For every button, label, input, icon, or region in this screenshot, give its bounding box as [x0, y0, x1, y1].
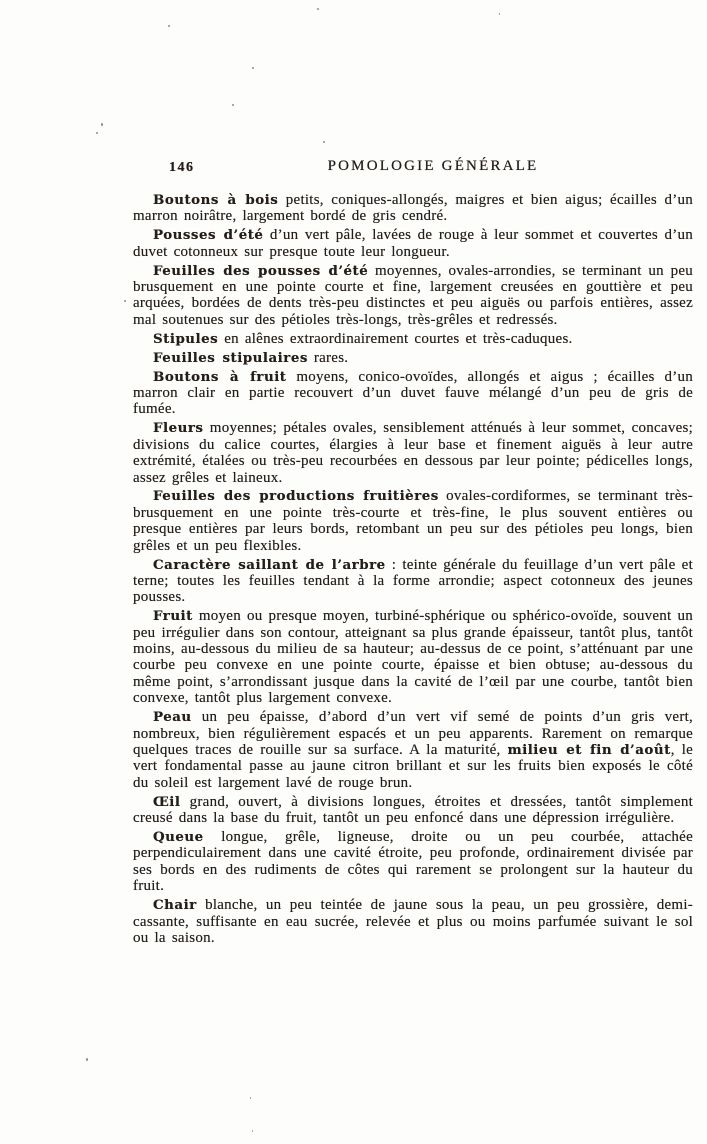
scan-speck — [252, 67, 254, 69]
paragraph-body: moyennes; pétales ovales, sensiblement atténués à leur sommet, concaves; divisions du calice courtes, élargies à leur base et finement aiguës à leur autre extrémité, étalées ou très-peu recourbées en dessous par leur pointe; pédicelles longs, assez grêles et laineux. — [133, 420, 693, 486]
paragraph-body: moyennes, ovales-arrondies, se terminant un peu brusquement en une pointe courte et fine, largement creusées en gouttière et peu arquées, bordées de dents très-peu distinctes et peu aiguës ou parfois entières, assez mal soutenues sur des pétioles très-longs, très-grêles et redressés. — [133, 262, 693, 328]
page-header — [133, 158, 693, 180]
paragraph — [133, 420, 693, 486]
paragraph — [133, 897, 693, 946]
paragraph-body: longue, grêle, ligneuse, droite ou un peu courbée, attachée perpendiculairement dans une cavité étroite, peu profonde, ordinairement divisée par ses bords en des rudiments de côtes qui rarement se prolongent sur la hauteur du fruit. — [133, 829, 693, 895]
paragraph-lead: Fruit — [153, 608, 193, 625]
scan-speck — [124, 300, 126, 302]
page-number: 146 — [169, 160, 195, 175]
paragraph-lead: Fleurs — [153, 420, 204, 437]
paragraph — [133, 608, 693, 706]
paragraph-lead: Feuilles des productions fruitières — [153, 488, 439, 505]
paragraph — [133, 829, 693, 895]
scan-speck — [86, 1058, 88, 1061]
paragraph — [133, 488, 693, 554]
paragraph-lead: Stipules — [153, 330, 219, 347]
scan-speck — [232, 104, 234, 106]
paragraph-body: en alênes extraordinairement courtes et très-caduques. — [218, 330, 573, 347]
paragraph-body: petits, coniques-allongés, maigres et bien aigus; écailles d’un marron noirâtre, largement bordé de gris cendré. — [133, 192, 694, 225]
paragraph-lead: Feuilles stipulaires — [153, 349, 308, 366]
paragraph-body: rares. — [307, 349, 349, 366]
scan-speck — [250, 1097, 251, 1099]
paragraph-lead: Pousses d’été — [153, 227, 264, 244]
paragraph-body: d’un vert pâle, lavées de rouge à leur sommet et couvertes d’un duvet cotonneux sur presque toute leur longueur. — [133, 227, 693, 260]
paragraph-body: moyens, conico-ovoïdes, allongés et aigus ; écailles d’un marron clair en partie recouvert d’un duvet fauve mélangé d’un peu de gris de fumée. — [133, 368, 693, 418]
paragraph-lead: Œil — [153, 793, 181, 810]
paragraph-lead: milieu et fin d’août — [507, 742, 671, 758]
paragraph-lead: Boutons à fruit — [153, 368, 287, 385]
scan-speck — [499, 13, 500, 15]
paragraph-lead: Peau — [153, 709, 192, 726]
paragraph — [133, 350, 693, 366]
paragraph-lead: Feuilles des pousses d’été — [153, 262, 369, 279]
paragraph-lead: Caractère saillant de l’arbre — [153, 556, 386, 573]
paragraph-lead: Chair — [153, 897, 197, 914]
scan-speck — [101, 123, 103, 126]
paragraph-body: ovales-cordiformes, se terminant très-brusquement en une pointe très-courte et très-fine, le plus souvent entières ou presque entières par leurs bords, retombant un peu sur des pétioles peu longs, bien grêles et un peu flexibles. — [133, 488, 693, 554]
paragraph — [133, 557, 693, 606]
paragraph-body: blanche, un peu teintée de jaune sous la peau, un peu grossière, demi-cassante, suffisante en eau sucrée, relevée et plus ou moins parfumée suivant le sol ou la saison. — [133, 897, 693, 946]
scan-speck — [96, 132, 98, 134]
paragraph — [133, 794, 693, 827]
scan-speck — [168, 25, 170, 27]
paragraph-body: grand, ouvert, à divisions longues, étroites et dressées, tantôt simplement creusé dans la base du fruit, tantôt un peu enfoncé dans une dépression irrégulière. — [133, 793, 693, 827]
paragraph — [133, 331, 693, 347]
running-title: POMOLOGIE GÉNÉRALE — [327, 158, 539, 174]
paragraph-body: , le vert fondamental passe au jaune citron brillant et sur les fruits bien exposés le côté du soleil est largement lavé de rouge brun. — [133, 742, 694, 791]
paragraph — [133, 192, 693, 225]
paragraph-body: : teinte générale du feuillage d’un vert pâle et terne; toutes les feuilles tendant à la forme arrondie; aspect cotonneux des jeunes pousses. — [133, 556, 694, 606]
paragraph — [133, 709, 693, 791]
page-text — [133, 192, 693, 949]
scan-speck — [323, 141, 325, 143]
paragraph — [133, 369, 693, 418]
paragraph-lead: Queue — [153, 829, 204, 846]
scan-speck — [252, 1130, 253, 1132]
paragraph-lead: Boutons à bois — [153, 192, 279, 208]
paragraph — [133, 263, 693, 329]
paragraph — [133, 227, 693, 260]
paragraph-body: moyen ou presque moyen, turbiné-sphérique ou sphérico-ovoïde, souvent un peu irrégulier dans son contour, atteignant sa plus grande épaisseur, tantôt plus, tantôt moins, au-dessous du milieu de sa hauteur; au-dessus de ce point, s’atténuant par une courbe peu convexe en une pointe courte, épaisse et bien obtuse; au-dessous du même point, s’arrondissant jusque dans la cavité de l’œil par une courbe, tantôt bien convexe, tantôt plus largement convexe. — [133, 608, 693, 707]
paragraph-body: un peu épaisse, d’abord d’un vert vif semé de points d’un gris vert, nombreux, bien régulièrement espacés et un peu apparents. Rarement on remarque quelques traces de rouille sur sa surface. A la maturité, — [133, 709, 693, 758]
scan-speck — [317, 8, 319, 10]
